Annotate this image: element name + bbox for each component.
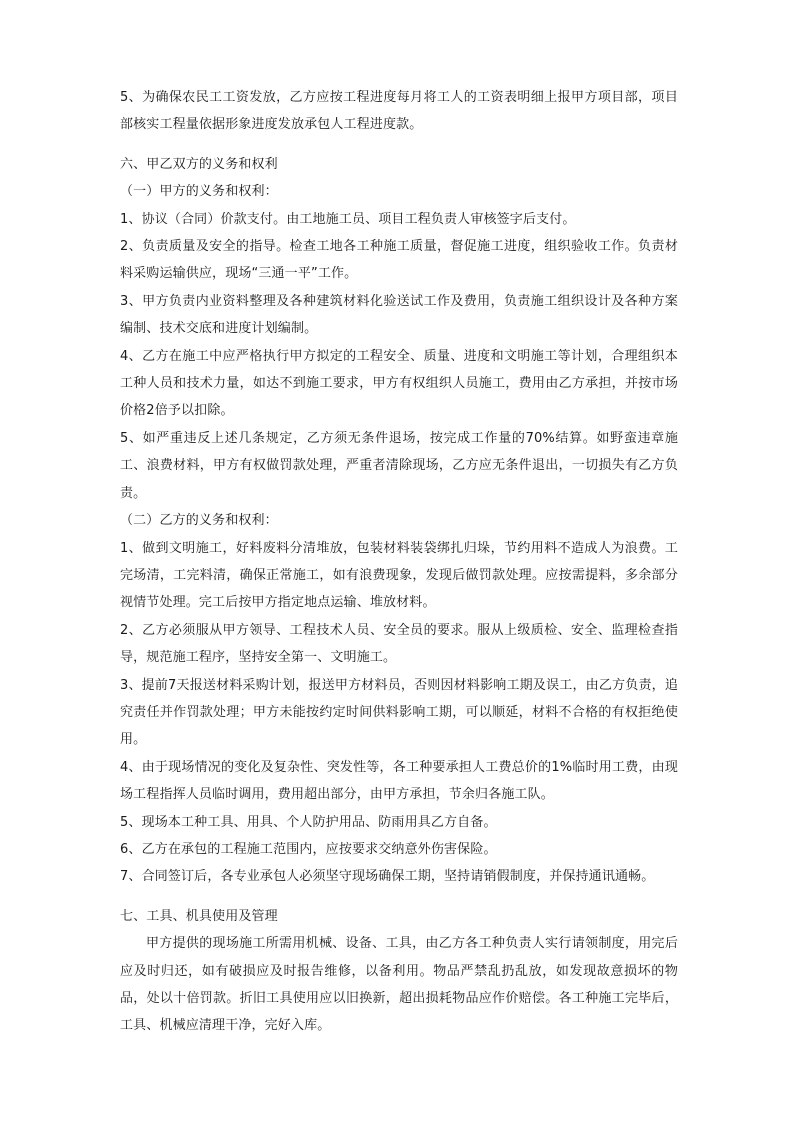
paragraph: 2、乙方必须服从甲方领导、工程技术人员、安全员的要求。服从上级质检、安全、监理检查指导，规范施工程序，坚持安全第一、文明施工。 [120,622,678,666]
paragraph: 3、甲方负责内业资料整理及各种建筑材料化验送试工作及费用，负责施工组织设计及各种方案编制、技术交底和进度计划编制。 [120,293,678,337]
paragraph: 2、负责质量及安全的指导。检查工地各工种施工质量，督促施工进度，组织验收工作。负责材料采购运输供应，现场“三通一平”工作。 [120,239,678,282]
paragraph: 1、协议（合同）价款支付。由工地施工员、项目工程负责人审核签字后支付。 [120,211,576,227]
paragraph: 3、提前7天报送材料采购计划，报送甲方材料员，否则因材料影响工期及误工，由乙方负责，追究责任并作罚款处理；甲方未能按约定时间供料影响工期，可以顺延，材料不合格的有权拒绝使用。 [120,677,678,748]
paragraph: 7、合同签订后，各专业承包人必须坚守现场确保工期，坚持请销假制度，并保持通讯通畅。 [120,869,655,885]
paragraph: 七、工具、机具使用及管理 [120,908,278,924]
section-spacer [120,139,678,151]
paragraph: 5、现场本工种工具、用具、个人防护用品、防雨用具乙方自备。 [120,814,497,830]
paragraph: 甲方提供的现场施工所需用机械、设备、工具，由乙方各工种负责人实行请领制度，用完后应及时归还，如有破损应及时报告维修，以备利用。物品严禁乱扔乱放，如发现故意损坏的物品，处以十倍罚款。折旧工具使用应以旧换新，超出损耗物品应作价赔偿。各工种施工完毕后，工具、机械应清理干净，完好入库。 [120,936,678,1034]
paragraph: （一）甲方的义务和权利： [120,184,278,200]
paragraph: 5、为确保农民工工资发放，乙方应按工程进度每月将工人的工资表明细上报甲方项目部，项目部核实工程量依据形象进度发放承包人工程进度款。 [120,90,678,133]
paragraph: 1、做到文明施工，好料废料分清堆放，包装材料装袋绑扎归垛，节约用料不造成人为浪费。工完场清，工完料清，确保正常施工，如有浪费现象，发现后做罚款处理。应按需提料，多余部分视情节处理。完工后按甲方指定地点运输、堆放材料。 [120,540,678,611]
paragraph: 6、乙方在承包的工程施工范围内，应按要求交纳意外伤害保险。 [120,841,497,857]
paragraph: 六、甲乙双方的义务和权利 [120,156,278,172]
document-body [120,84,678,1040]
paragraph: 4、由于现场情况的变化及复杂性、突发性等，各工种要承担人工费总价的1%临时用工费，由现场工程指挥人员临时调用，费用超出部分，由甲方承担，节余归各施工队。 [120,759,678,803]
paragraph: 5、如严重违反上述几条规定，乙方须无条件退场，按完成工作量的70%结算。如野蛮违章施工、浪费材料，甲方有权做罚款处理，严重者清除现场，乙方应无条件退出，一切损失有乙方负责。 [120,430,678,501]
section-spacer [120,891,678,903]
paragraph: （二）乙方的义务和权利： [120,513,278,529]
paragraph: 4、乙方在施工中应严格执行甲方拟定的工程安全、质量、进度和文明施工等计划，合理组织本工种人员和技术力量，如达不到施工要求，甲方有权组织人员施工，费用由乙方承担，并按市场价格2倍予以扣除。 [120,348,678,419]
